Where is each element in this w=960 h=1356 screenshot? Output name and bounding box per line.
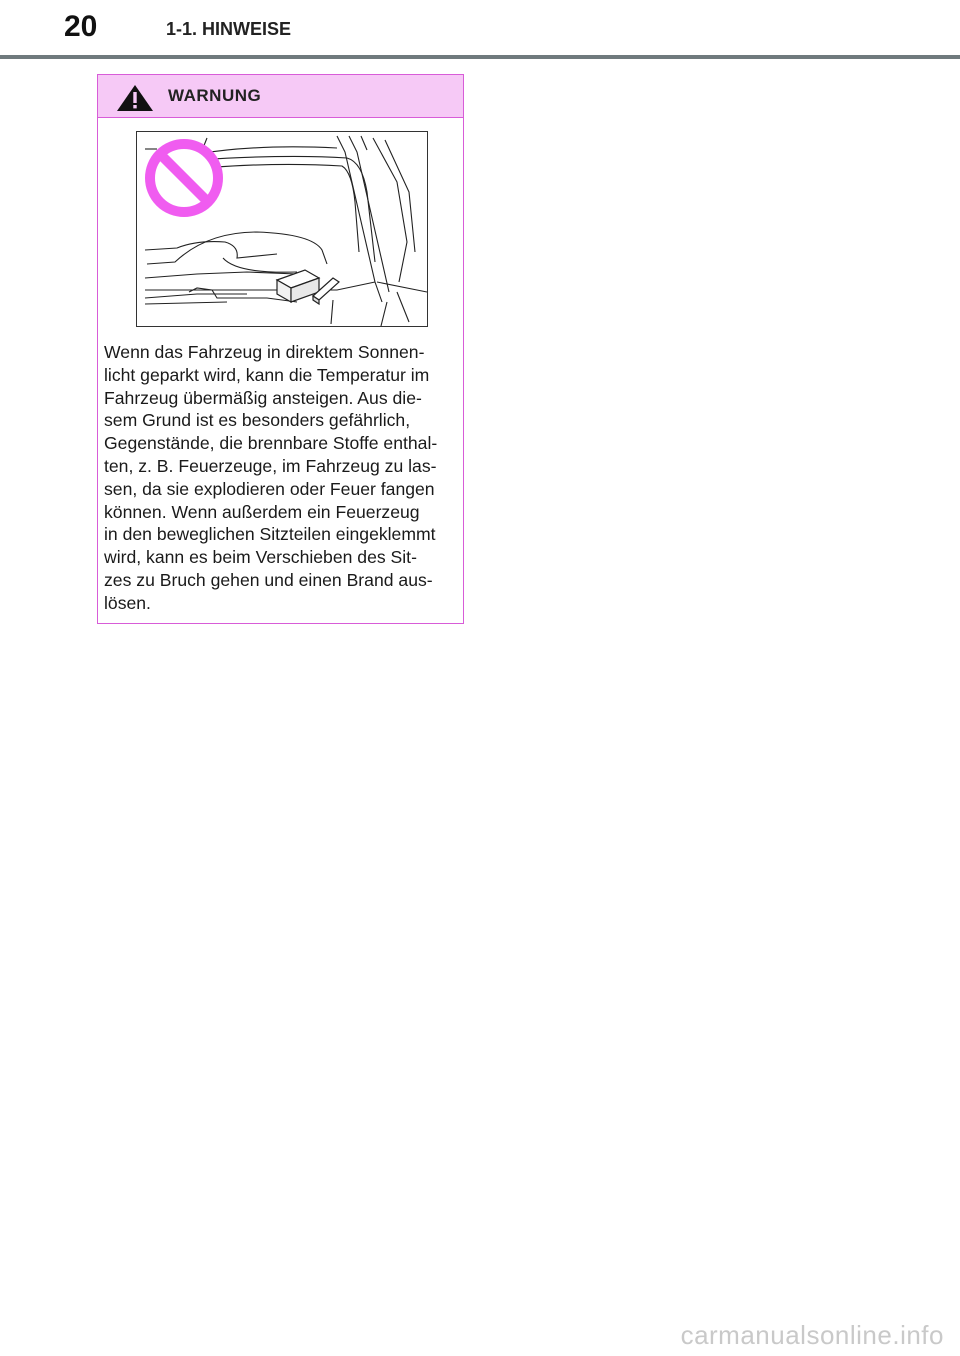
page-header bbox=[0, 0, 960, 62]
warning-text-line: ten, z. B. Feuerzeuge, im Fahrzeug zu las- bbox=[104, 455, 437, 476]
warning-text-line: zes zu Bruch gehen und einen Brand aus- bbox=[104, 569, 433, 590]
warning-label: WARNUNG bbox=[168, 86, 262, 105]
lighter-in-seat-illustration bbox=[136, 131, 428, 327]
warning-header bbox=[98, 75, 463, 118]
warning-text-line: licht geparkt wird, kann die Temperatur im bbox=[104, 364, 430, 385]
warning-text-line: lösen. bbox=[104, 592, 151, 613]
warning-text bbox=[104, 341, 459, 615]
warning-text-line: Gegenstände, die brennbare Stoffe enthal- bbox=[104, 433, 438, 454]
warning-text-line: Fahrzeug übermäßig ansteigen. Aus die- bbox=[104, 387, 422, 408]
warning-text-line: in den beweglichen Sitzteilen eingeklemmt bbox=[104, 524, 436, 545]
warning-text-line: sen, da sie explodieren oder Feuer fangen bbox=[104, 478, 435, 499]
car-interior-drawing bbox=[137, 132, 427, 326]
warning-box bbox=[97, 74, 464, 624]
header-rule bbox=[0, 55, 960, 59]
warning-text-line: Wenn das Fahrzeug in direktem Sonnen- bbox=[104, 342, 425, 362]
section-title: 1-1. HINWEISE bbox=[166, 19, 292, 39]
watermark: carmanualsonline.info bbox=[680, 1320, 944, 1350]
warning-text-line: sem Grund ist es besonders gefährlich, bbox=[104, 410, 411, 431]
warning-text-line: können. Wenn außerdem ein Feuerzeug bbox=[104, 501, 420, 522]
page-number: 20 bbox=[64, 10, 98, 43]
warning-text-line: wird, kann es beim Verschieben des Sit- bbox=[104, 547, 417, 568]
prohibited-sign-icon bbox=[145, 144, 218, 212]
warning-triangle-icon bbox=[116, 84, 154, 112]
